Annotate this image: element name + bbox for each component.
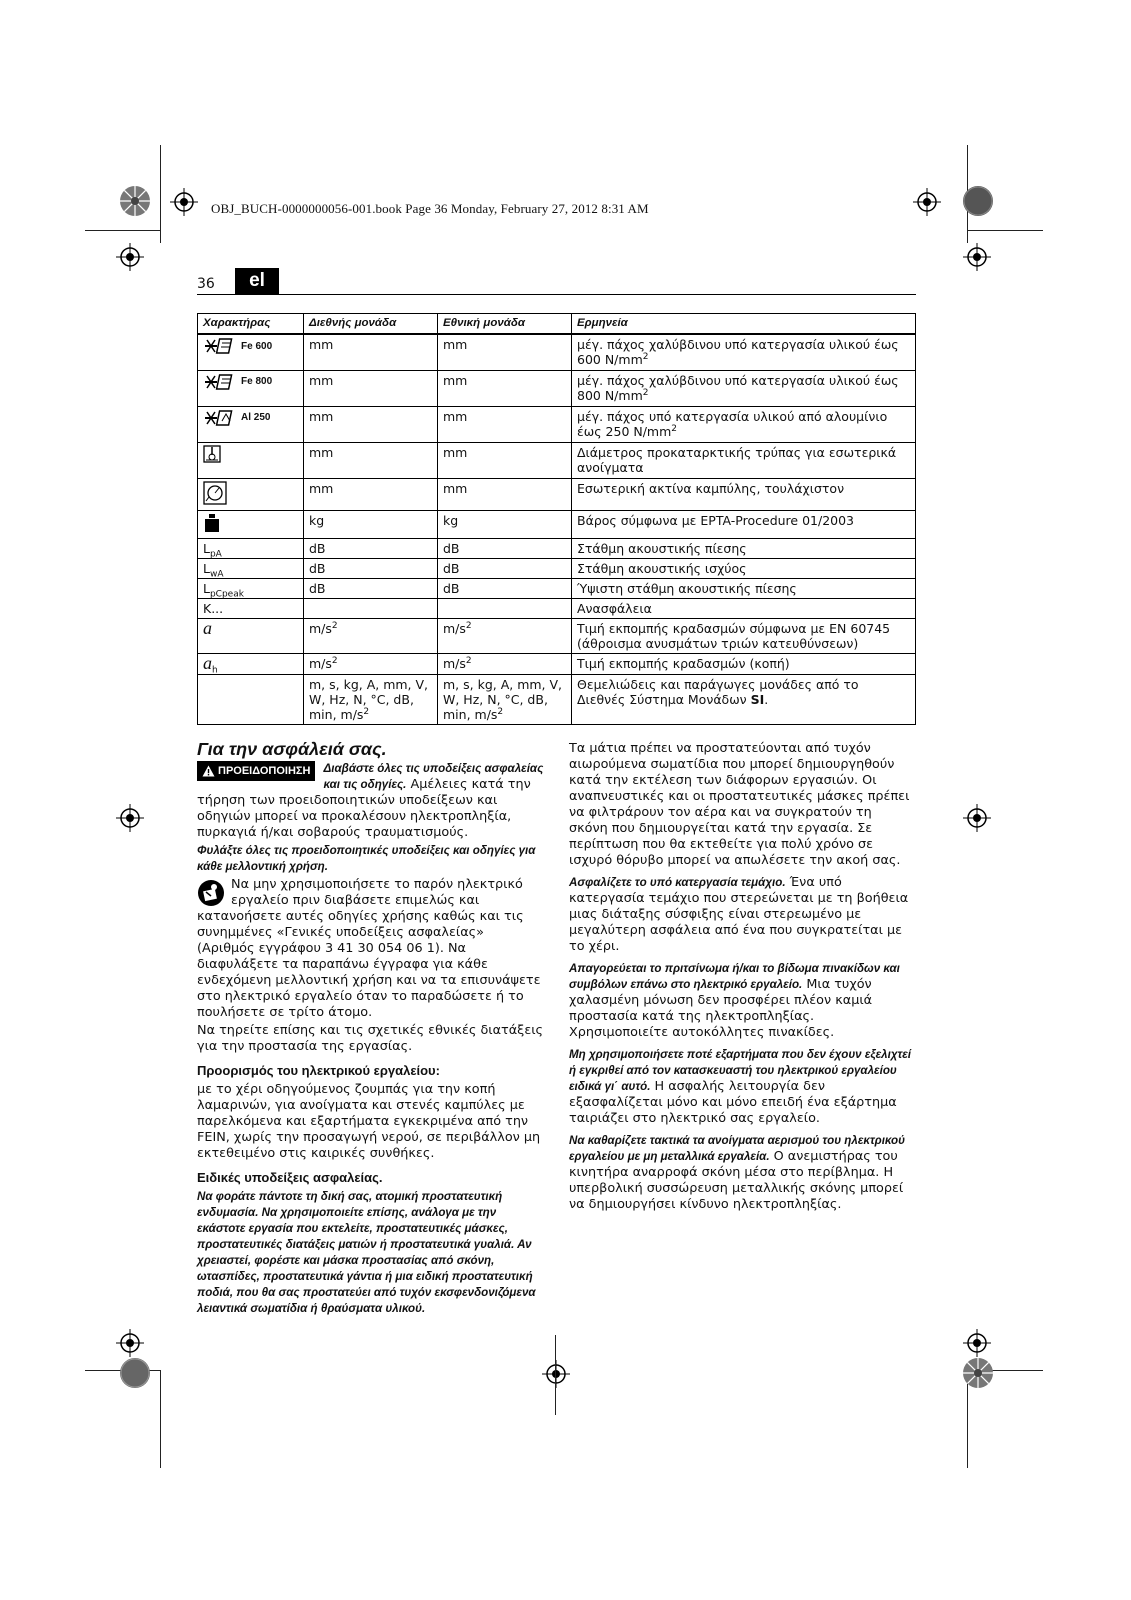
- table-row: [198, 653, 916, 674]
- natl-unit-cell: mm: [438, 478, 572, 510]
- curve-radius-icon: [203, 481, 227, 505]
- meaning-cell: Τιμή εκπομπής κραδασμών (κοπή): [572, 653, 916, 674]
- symbol-text: L: [203, 560, 210, 576]
- natl-unit-cell: dB: [438, 578, 572, 598]
- superscript: 2: [642, 387, 649, 398]
- table-row: [198, 674, 916, 724]
- table-row: [198, 442, 916, 478]
- registration-mark: [116, 804, 144, 832]
- col-header-natl-unit: Εθνική μονάδα: [438, 314, 572, 335]
- registration-mark: [116, 1329, 144, 1357]
- natl-unit-cell: mm: [438, 334, 572, 370]
- symbol-cell: K...: [198, 598, 304, 618]
- natl-unit-cell: [438, 653, 572, 674]
- manual-text: Να μην χρησιμοποιήσετε το παρόν ηλεκτρικό εργαλείο πριν διαβάσετε επιμελώς και κατανοήσετε αυτές οδηγίες χρήσης καθώς και τις συνημμένες «Γενικές υποδείξεις ασφαλείας» (Αριθμός εγγράφου 3 41 30 054 06 1). Να διαφυλάξετε τα παραπάνω έγγραφα για κάθε ενδεχόμενη μελλοντική χρήση και να τα επισυνάψετε στο ηλεκτρικό εργαλείο όταν το παραδώσετε ή το πουλήσετε σε τρίτο άτομο.: [197, 877, 541, 1020]
- manual-paragraph: [197, 877, 545, 1021]
- language-badge: el: [235, 268, 279, 294]
- natl-unit-cell: [438, 618, 572, 653]
- ventilation-bold: Να καθαρίζετε τακτικά τα ανοίγματα αερισμού του ηλεκτρικού εργαλείου με μη μεταλλικά εργαλεία.: [569, 1134, 905, 1163]
- color-wheel-mark: [119, 185, 151, 217]
- intl-unit-cell: mm: [304, 442, 438, 478]
- trim-line: [968, 230, 1043, 231]
- superscript: 2: [671, 423, 678, 434]
- superscript: 2: [363, 706, 370, 717]
- meaning-text: μέγ. πάχος χαλύβδινου υπό κατεργασία υλικού έως 800 N/mm: [577, 372, 899, 403]
- registration-mark: [913, 188, 941, 216]
- table-row: [198, 370, 916, 406]
- subscript: h: [212, 665, 218, 675]
- purpose-text: με το χέρι οδηγούμενος ζουμπάς για την κοπή λαμαρινών, για ανοίγματα και στενές καμπύλες με παρελκόμενα και εξαρτήματα εγκεκριμένα από την FEIN, χωρίς την προσαγωγή νερού, σε περιβάλλον μη εκτεθειμένο στις καιρικές συνθήκες.: [197, 1082, 541, 1161]
- symbol-cell: [198, 538, 304, 558]
- unit-text: m/s: [443, 655, 466, 671]
- unit-text: m, s, kg, A, mm, V, W, Hz, N, °C, dB, min, m/s: [309, 676, 429, 722]
- registration-mark: [116, 243, 144, 271]
- header-rule: [197, 294, 916, 295]
- accessories-paragraph: [569, 1047, 914, 1127]
- symbol-text: L: [203, 540, 210, 556]
- warning-paragraph: [197, 761, 545, 841]
- steel-sheet-cut-icon: [203, 337, 237, 355]
- trim-line: [160, 145, 161, 243]
- table-row: [198, 538, 916, 558]
- right-column: [569, 741, 914, 1215]
- symbol-text: a: [203, 652, 212, 673]
- registration-mark: [963, 804, 991, 832]
- table-row: [198, 558, 916, 578]
- meaning-cell: [572, 674, 916, 724]
- keep-instructions: Φυλάξτε όλες τις προειδοποιητικές υποδείξεις και οδηγίες για κάθε μελλοντική χρήση.: [197, 844, 536, 873]
- workpiece-bold: Ασφαλίζετε το υπό κατεργασία τεμάχιο.: [569, 876, 786, 889]
- natl-unit-cell: [438, 598, 572, 618]
- aluminium-sheet-cut-icon: [203, 409, 237, 427]
- meaning-cell: Στάθμη ακουστικής ισχύος: [572, 558, 916, 578]
- meaning-cell: Ύψιστη στάθμη ακουστικής πίεσης: [572, 578, 916, 598]
- unit-text: m/s: [309, 620, 332, 636]
- symbol-cell: [198, 406, 304, 442]
- natl-unit-cell: mm: [438, 370, 572, 406]
- left-column: [197, 741, 545, 1319]
- trim-line: [160, 1370, 161, 1468]
- subscript: wA: [209, 569, 224, 579]
- intl-unit-cell: [304, 618, 438, 653]
- trim-line: [85, 230, 160, 231]
- signs-text: Μια τυχόν χαλασμένη μόνωση δεν προσφέρει πλέον καμιά προστασία κατά της ηλεκτροπληξίας. Χρησιμοποιείτε αυτοκόλλητες πινακίδες.: [569, 977, 873, 1040]
- intl-unit-cell: mm: [304, 478, 438, 510]
- read-manual-icon: [197, 879, 225, 907]
- accessories-bold: Μη χρησιμοποιήσετε ποτέ εξαρτήματα που δεν έχουν εξελιχτεί ή εγκριθεί από τον κατασκευαστή του ηλεκτρικού εργαλείου ειδικά γι΄ αυτό.: [569, 1048, 912, 1093]
- col-header-intl-unit: Διεθνής μονάδα: [304, 314, 438, 335]
- table-row: [198, 598, 916, 618]
- intl-unit-cell: [304, 598, 438, 618]
- symbol-cell: [198, 674, 304, 724]
- table-row: [198, 406, 916, 442]
- meaning-cell: Στάθμη ακουστικής πίεσης: [572, 538, 916, 558]
- weight-icon: [203, 513, 221, 533]
- safety-title: Για την ασφάλειά σας.: [197, 739, 387, 759]
- meaning-cell: Εσωτερική ακτίνα καμπύλης, τουλάχιστον: [572, 478, 916, 510]
- natl-unit-cell: [438, 674, 572, 724]
- meaning-text: μέγ. πάχος υπό κατεργασία υλικού από αλουμίνιο έως 250 N/mm: [577, 408, 888, 439]
- meaning-cell: Τιμή εκπομπής κραδασμών σύμφωνα με EN 60745 (άθροισμα ανυσμάτων τριών κατευθύνσεων): [572, 618, 916, 653]
- eyes-text: Τα μάτια πρέπει να προστατεύονται από τυχόν αιωρούμενα σωματίδια που μπορεί δημιουργηθούν κατά την εκτέλεση των διάφορων εργασιών. Οι αναπνευστικές και οι προστατευτικές μάσκες πρέπει να φιλτράρουν τον αέρα και να συγκρατούν τη σκόνη που δημιουργείται κατά την εργασία. Σε περίπτωση που θα εκτεθείτε για πολύ χρόνο σε ισχυρό θόρυβο μπορεί να απωλέσετε την ακοή σας.: [569, 741, 910, 868]
- superscript: 2: [465, 655, 472, 666]
- symbol-cell: [198, 653, 304, 674]
- intl-unit-cell: dB: [304, 538, 438, 558]
- warning-triangle-icon: [202, 765, 215, 777]
- national-rules-text: Να τηρείτε επίσης και τις σχετικές εθνικές διατάξεις για την προστασία της εργασίας.: [197, 1023, 544, 1054]
- warning-badge-label: ΠΡΟΕΙΔΟΠΟΙΗΣΗ: [218, 765, 311, 777]
- meaning-cell: Ανασφάλεια: [572, 598, 916, 618]
- purpose-heading: Προορισμός του ηλεκτρικού εργαλείου:: [197, 1063, 440, 1078]
- symbol-cell: [198, 442, 304, 478]
- natl-unit-cell: dB: [438, 538, 572, 558]
- color-wheel-mark: [962, 1357, 994, 1389]
- registration-mark: [170, 188, 198, 216]
- superscript: 2: [642, 351, 649, 362]
- symbol-cell: [198, 618, 304, 653]
- meaning-text: Θεμελιώδεις και παράγωγες μονάδες από το Διεθνές Σύστημα Μονάδων: [577, 676, 859, 707]
- symbol-label: Fe 800: [241, 376, 273, 387]
- table-row: [198, 618, 916, 653]
- workpiece-text: Ένα υπό κατεργασία τεμάχιο που στερεώνεται με τη βοήθεια μιας διάταξης σύσφιξης είναι στερεωμένο με μεγαλύτερη ασφάλεια από ένα που συγκρατείται με το χέρι.: [569, 875, 909, 954]
- table-row: [198, 510, 916, 538]
- book-info-header: OBJ_BUCH-0000000056-001.book Page 36 Monday, February 27, 2012 8:31 AM: [211, 201, 649, 216]
- page-number: 36: [197, 276, 215, 292]
- signs-paragraph: [569, 961, 914, 1041]
- warning-text: Αμέλειες κατά την τήρηση των προειδοποιητικών υποδείξεων και οδηγιών μπορεί να προκαλέσουν ηλεκτροπληξία, πυρκαγιά ή/και σοβαρούς τραυματισμούς.: [197, 777, 531, 840]
- col-header-symbol: Χαρακτήρας: [198, 314, 304, 335]
- symbol-cell: [198, 558, 304, 578]
- natl-unit-cell: kg: [438, 510, 572, 538]
- symbol-label: Al 250: [241, 412, 271, 423]
- meaning-cell: [572, 406, 916, 442]
- table-row: [198, 478, 916, 510]
- unit-text: m, s, kg, A, mm, V, W, Hz, N, °C, dB, min, m/s: [443, 676, 563, 722]
- registration-mark: [963, 243, 991, 271]
- gray-circle-mark: [119, 1357, 151, 1389]
- table-header-row: [198, 314, 916, 335]
- intl-unit-cell: dB: [304, 578, 438, 598]
- symbol-cell: [198, 510, 304, 538]
- steel-sheet-cut-icon: [203, 373, 237, 391]
- trim-line: [555, 1335, 556, 1415]
- subscript: pCpeak: [209, 589, 244, 599]
- ventilation-paragraph: [569, 1133, 914, 1213]
- symbol-cell: [198, 370, 304, 406]
- meaning-cell: Βάρος σύμφωνα με EPTA-Procedure 01/2003: [572, 510, 916, 538]
- intl-unit-cell: mm: [304, 370, 438, 406]
- intl-unit-cell: mm: [304, 406, 438, 442]
- intl-unit-cell: mm: [304, 334, 438, 370]
- symbol-text: a: [203, 617, 212, 638]
- warning-badge: [197, 761, 315, 781]
- intl-unit-cell: kg: [304, 510, 438, 538]
- accessories-text: Η ασφαλής λειτουργία δεν εξασφαλίζεται μόνο και μόνο επειδή ένα εξάρτημα ταιριάζει στο ηλεκτρικό σας εργαλείο.: [569, 1079, 897, 1126]
- meaning-cell: [572, 370, 916, 406]
- special-heading: Ειδικές υποδείξεις ασφαλείας.: [197, 1170, 383, 1185]
- symbol-cell: [198, 334, 304, 370]
- signs-bold: Απαγορεύεται το πριτσίνωμα ή/και το βίδωμα πινακίδων και συμβόλων επάνω στο ηλεκτρικό εργαλείο.: [569, 962, 900, 991]
- ventilation-text: Ο ανεμιστήρας του κινητήρα αναρροφά σκόνη μέσα στο περίβλημα. Η υπερβολική συσσώρευση μεταλλικής σκόνης μπορεί να δημιουργήσει κίνδυνο ηλεκτροπληξίας.: [569, 1149, 904, 1212]
- symbol-text: L: [203, 580, 210, 596]
- symbol-cell: [198, 478, 304, 510]
- warning-bold-text: Διαβάστε όλες τις υποδείξεις ασφαλείας και τις οδηγίες.: [323, 762, 544, 791]
- meaning-text: μέγ. πάχος χαλύβδινου υπό κατεργασία υλικού έως 600 N/mm: [577, 337, 899, 367]
- natl-unit-cell: mm: [438, 406, 572, 442]
- meaning-bold: SI: [750, 691, 765, 707]
- workpiece-paragraph: [569, 875, 914, 955]
- col-header-meaning: Ερμηνεία: [572, 314, 916, 335]
- symbol-cell: [198, 578, 304, 598]
- table-row: [198, 334, 916, 370]
- superscript: 2: [497, 706, 504, 717]
- intl-unit-cell: [304, 674, 438, 724]
- meaning-cell: Διάμετρος προκαταρκτικής τρύπας για εσωτερικά ανοίγματα: [572, 442, 916, 478]
- table-row: [198, 578, 916, 598]
- special-bold-text: Να φοράτε πάντοτε τη δική σας, ατομική προστατευτική ενδυμασία. Να χρησιμοποιείτε επίσης, ανάλογα με την εκάστοτε εργασία που εκτελείτε, προστατευτικές μάσκες, προστατευτικές διατάξεις ματιών ή προστατευτικά γυαλιά. Αν χρειαστεί, φορέστε και μάσκα προστασίας από σκόνη, ωτασπίδες, προστατευτικά γάντια ή μια ειδική προστατευτική ποδιά, που θα σας προστατεύει από τυχόν εκσφενδονιζόμενα λειαντικά σωματίδια ή θραύσματα υλικού.: [197, 1190, 536, 1315]
- gray-circle-mark: [962, 185, 994, 217]
- meaning-end: .: [764, 691, 769, 707]
- natl-unit-cell: dB: [438, 558, 572, 578]
- natl-unit-cell: mm: [438, 442, 572, 478]
- superscript: 2: [465, 620, 472, 631]
- symbol-label: Fe 600: [241, 340, 273, 352]
- registration-mark: [963, 1329, 991, 1357]
- superscript: 2: [331, 620, 338, 631]
- unit-text: m/s: [443, 620, 466, 636]
- unit-text: m/s: [309, 655, 332, 671]
- pilot-hole-icon: [203, 445, 221, 463]
- spec-table: [197, 313, 916, 725]
- intl-unit-cell: [304, 653, 438, 674]
- registration-mark: [542, 1360, 570, 1388]
- superscript: 2: [331, 655, 338, 666]
- intl-unit-cell: dB: [304, 558, 438, 578]
- subscript: pA: [209, 549, 222, 559]
- meaning-cell: [572, 334, 916, 370]
